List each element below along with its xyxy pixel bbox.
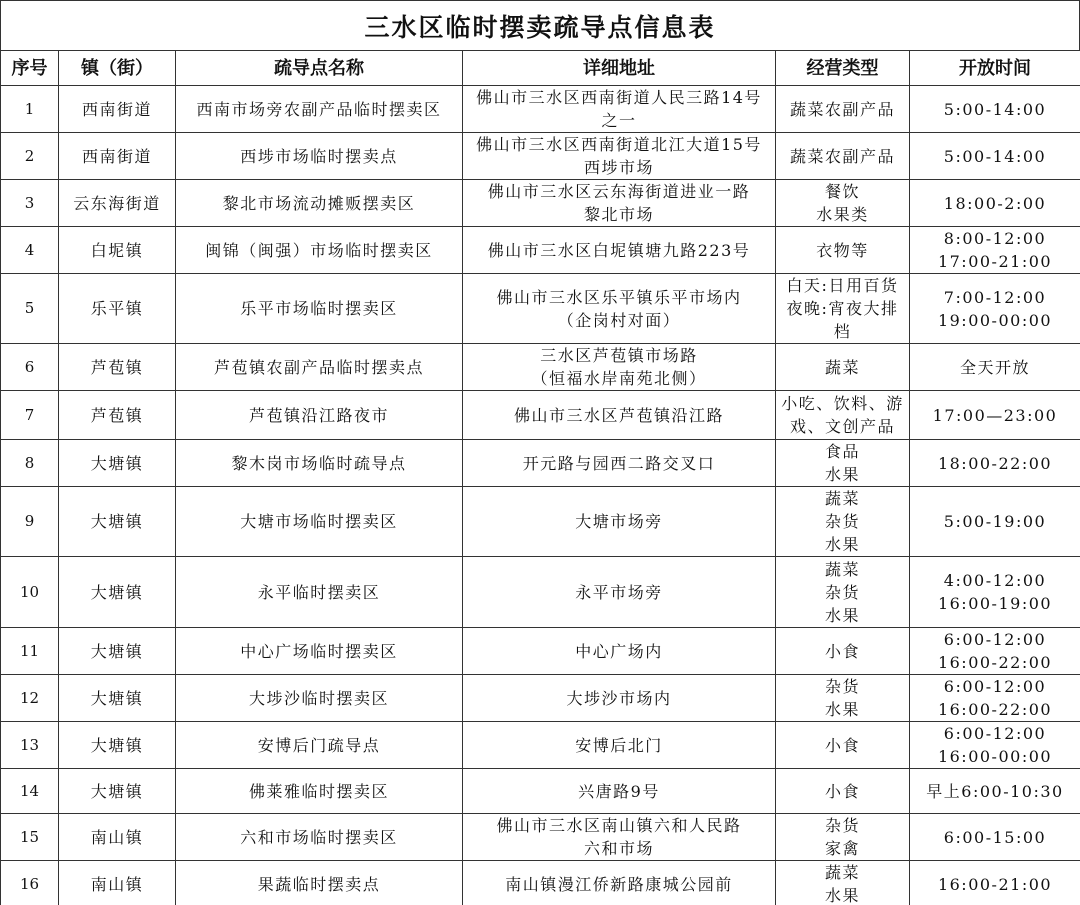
table-row [1,180,1080,227]
cell-address-line: 佛山市三水区西南街道人民三路14号 [476,88,762,107]
cell-name: 佛莱雅临时摆卖区 [176,769,463,814]
cell-hours-line: 7:00-12:00 [943,287,1047,307]
cell-type-line: 蔬菜农副产品 [789,146,895,166]
cell-address-line: 佛山市三水区白坭镇塘九路223号 [487,240,751,260]
cell-type-line: 蔬菜 [824,559,860,579]
cell-address [463,675,776,722]
cell-type-line: 水果类 [816,205,869,224]
cell-town: 西南街道 [59,86,176,133]
cell-type-line: 水果 [824,700,860,719]
cell-address [463,86,776,133]
cell-address-line: 佛山市三水区西南街道北江大道15号 [476,135,762,154]
cell-hours-line: 早上6:00-10:30 [926,781,1064,801]
cell-hours-line: 5:00-14:00 [943,146,1047,166]
cell-hours-line: 4:00-12:00 [943,571,1047,590]
cell-hours [910,861,1080,905]
cell-type [776,391,910,440]
cell-seq: 13 [1,722,59,769]
table-row [1,274,1080,344]
cell-type [776,557,910,628]
cell-seq: 6 [1,344,59,391]
cell-hours [910,769,1080,814]
table-row [1,557,1080,628]
cell-address [463,180,776,227]
cell-type-line: 小食 [824,781,860,801]
cell-hours [910,487,1080,557]
cell-type-line: 小食 [824,735,860,755]
cell-type-line: 小食 [824,641,860,661]
cell-type [776,180,910,227]
cell-address [463,722,776,769]
cell-address-line: 兴唐路9号 [578,781,660,801]
cell-name: 安博后门疏导点 [176,722,463,769]
cell-town: 云东海街道 [59,180,176,227]
table-row [1,814,1080,861]
cell-type [776,133,910,180]
cell-type [776,487,910,557]
cell-hours-line: 19:00-00:00 [937,310,1053,330]
cell-type-line: 杂货 [824,816,860,835]
cell-address [463,274,776,344]
header-seq: 序号 [1,51,59,86]
cell-hours-line: 16:00-21:00 [937,874,1053,894]
cell-type-line: 戏、文创产品 [789,417,895,436]
cell-address-line: 大塘市场旁 [575,512,663,531]
header-town: 镇（街） [59,51,176,86]
cell-hours [910,557,1080,628]
table-body [1,86,1080,905]
cell-seq: 15 [1,814,59,861]
header-name: 疏导点名称 [176,51,463,86]
cell-name: 西埗市场临时摆卖点 [176,133,463,180]
cell-hours-line: 6:00-12:00 [943,724,1047,743]
cell-hours-line: 全天开放 [959,357,1030,377]
cell-type [776,274,910,344]
cell-hours-line: 16:00-22:00 [937,700,1053,719]
page-title: 三水区临时摆卖疏导点信息表 [364,12,716,42]
cell-address [463,769,776,814]
cell-hours-line: 6:00-15:00 [943,827,1047,847]
cell-hours-line: 17:00-21:00 [937,252,1053,271]
table-row [1,440,1080,487]
cell-type [776,722,910,769]
cell-town: 大塘镇 [59,675,176,722]
table-row [1,391,1080,440]
cell-type-line: 水果 [824,605,860,625]
cell-hours [910,344,1080,391]
cell-address-line: 佛山市三水区乐平镇乐平市场内 [496,287,742,307]
cell-address-line: 安博后北门 [575,735,663,755]
cell-name: 黎木岗市场临时疏导点 [176,440,463,487]
cell-address [463,814,776,861]
cell-hours-line: 5:00-19:00 [943,512,1047,531]
header-hours: 开放时间 [910,51,1080,86]
cell-type [776,628,910,675]
cell-address [463,861,776,905]
cell-town: 南山镇 [59,814,176,861]
cell-seq: 3 [1,180,59,227]
cell-hours [910,180,1080,227]
table-row [1,86,1080,133]
cell-type-line: 杂货 [824,582,860,602]
cell-address [463,440,776,487]
table-row [1,344,1080,391]
cell-type-line: 档 [833,322,852,341]
cell-hours-line: 6:00-12:00 [943,677,1047,696]
cell-address-line: 三水区芦苞镇市场路 [540,346,698,365]
cell-seq: 14 [1,769,59,814]
cell-type-line: 白天:日用百货 [786,276,899,295]
cell-type [776,86,910,133]
cell-address [463,557,776,628]
header-address: 详细地址 [463,51,776,86]
cell-type [776,769,910,814]
cell-hours [910,86,1080,133]
cell-town: 西南街道 [59,133,176,180]
cell-town: 大塘镇 [59,628,176,675]
table-row [1,628,1080,675]
cell-town: 大塘镇 [59,487,176,557]
cell-type-line: 夜晚:宵夜大排 [786,299,899,318]
cell-hours-line: 18:00-2:00 [943,193,1047,213]
cell-address-line: 佛山市三水区云东海街道进业一路 [487,182,751,201]
cell-seq: 1 [1,86,59,133]
cell-name: 芦苞镇沿江路夜市 [176,391,463,440]
cell-type-line: 水果 [824,465,860,484]
cell-name: 黎北市场流动摊贩摆卖区 [176,180,463,227]
cell-hours [910,814,1080,861]
cell-seq: 10 [1,557,59,628]
cell-type-line: 杂货 [824,677,860,696]
cell-seq: 2 [1,133,59,180]
cell-seq: 16 [1,861,59,905]
cell-hours-line: 6:00-12:00 [943,630,1047,649]
cell-type [776,861,910,905]
cell-type-line: 食品 [824,442,860,461]
cell-type-line: 蔬菜农副产品 [789,99,895,119]
cell-town: 大塘镇 [59,440,176,487]
table-row [1,133,1080,180]
cell-name: 大埗沙临时摆卖区 [176,675,463,722]
cell-town: 南山镇 [59,861,176,905]
cell-hours [910,675,1080,722]
cell-name: 乐平市场临时摆卖区 [176,274,463,344]
cell-address-line: 中心广场内 [575,641,663,661]
cell-hours [910,440,1080,487]
cell-type [776,344,910,391]
cell-hours [910,227,1080,274]
cell-address-line: 大埗沙市场内 [566,688,672,708]
cell-type [776,814,910,861]
cell-seq: 5 [1,274,59,344]
cell-address-line: 永平市场旁 [575,582,663,602]
cell-type [776,440,910,487]
cell-address [463,133,776,180]
cell-type [776,675,910,722]
table-row [1,722,1080,769]
cell-town: 芦苞镇 [59,344,176,391]
cell-address-line: 开元路与园西二路交叉口 [522,453,716,473]
cell-hours-line: 5:00-14:00 [943,99,1047,119]
cell-hours-line: 8:00-12:00 [943,229,1047,248]
cell-town: 白坭镇 [59,227,176,274]
header-type: 经营类型 [776,51,910,86]
cell-hours [910,391,1080,440]
cell-address-line: （企岗村对面） [557,310,681,330]
cell-seq: 4 [1,227,59,274]
cell-hours [910,133,1080,180]
cell-address-line: 西埗市场 [583,158,654,177]
cell-type-line: 蔬菜 [824,357,860,377]
cell-seq: 8 [1,440,59,487]
cell-hours-line: 16:00-00:00 [937,747,1053,766]
cell-address [463,487,776,557]
cell-seq: 9 [1,487,59,557]
cell-type-line: 蔬菜 [824,489,860,508]
cell-name: 果蔬临时摆卖点 [176,861,463,905]
cell-type-line: 水果 [824,886,860,905]
cell-hours-line: 17:00—23:00 [932,405,1058,425]
table-row [1,861,1080,905]
cell-address-line: 佛山市三水区南山镇六和人民路 [496,816,742,835]
cell-type-line: 杂货 [824,512,860,531]
cell-type-line: 衣物等 [816,240,869,260]
cell-name: 闽锦（闽强）市场临时摆卖区 [176,227,463,274]
cell-hours [910,274,1080,344]
table-row [1,675,1080,722]
cell-address-line: 黎北市场 [583,205,654,224]
cell-name: 永平临时摆卖区 [176,557,463,628]
cell-address [463,628,776,675]
cell-address-line: 六和市场 [583,839,654,858]
cell-hours [910,628,1080,675]
cell-address-line: （恒福水岸南苑北侧） [531,369,707,388]
table-row [1,769,1080,814]
cell-address [463,391,776,440]
cell-address-line: 南山镇漫江侨新路康城公园前 [505,874,733,894]
cell-type [776,227,910,274]
table-row [1,487,1080,557]
cell-hours [910,722,1080,769]
cell-type-line: 水果 [824,535,860,554]
cell-hours-line: 18:00-22:00 [937,453,1053,473]
cell-name: 中心广场临时摆卖区 [176,628,463,675]
cell-name: 西南市场旁农副产品临时摆卖区 [176,86,463,133]
cell-town: 芦苞镇 [59,391,176,440]
table-row [1,227,1080,274]
cell-type-line: 蔬菜 [824,863,860,882]
cell-town: 大塘镇 [59,557,176,628]
title-bar [0,0,1080,50]
cell-town: 大塘镇 [59,722,176,769]
cell-type-line: 家禽 [824,839,860,858]
cell-seq: 7 [1,391,59,440]
info-table [0,50,1080,905]
cell-hours-line: 16:00-19:00 [937,594,1053,613]
header-row [1,51,1080,86]
cell-town: 乐平镇 [59,274,176,344]
cell-name: 芦苞镇农副产品临时摆卖点 [176,344,463,391]
cell-hours-line: 16:00-22:00 [937,653,1053,672]
cell-seq: 12 [1,675,59,722]
cell-name: 大塘市场临时摆卖区 [176,487,463,557]
cell-town: 大塘镇 [59,769,176,814]
cell-type-line: 小吃、饮料、游 [781,394,904,413]
cell-address-line: 佛山市三水区芦苞镇沿江路 [513,405,724,425]
cell-address [463,227,776,274]
cell-seq: 11 [1,628,59,675]
cell-address-line: 之一 [601,111,637,130]
cell-address [463,344,776,391]
cell-type-line: 餐饮 [824,182,860,201]
cell-name: 六和市场临时摆卖区 [176,814,463,861]
